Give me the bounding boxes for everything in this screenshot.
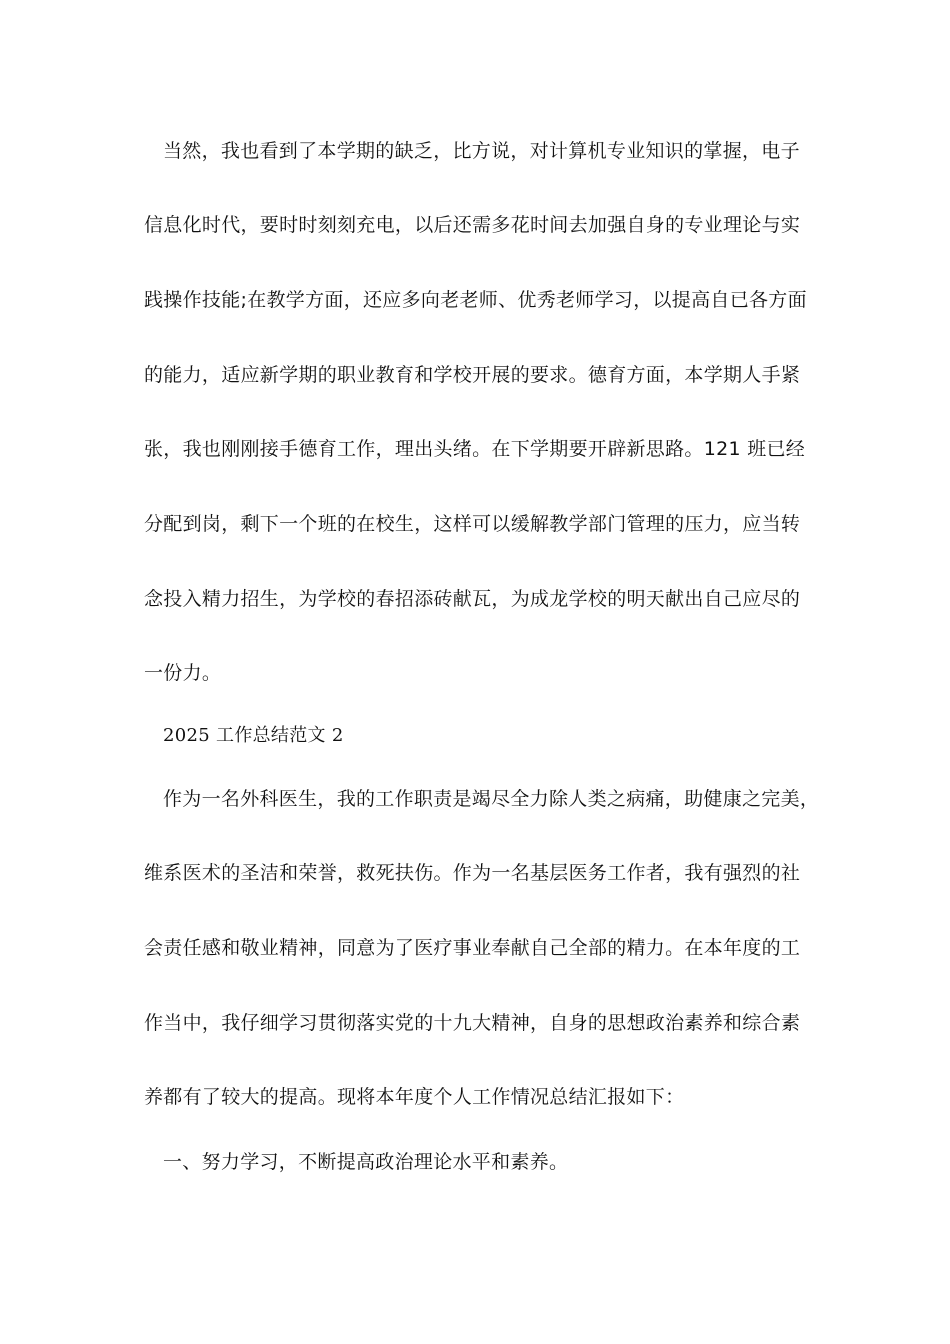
paragraph-1-line-6: 分配到岗，剩下一个班的在校生，这样可以缓解教学部门管理的压力，应当转	[144, 513, 801, 535]
paragraph-1-line-4: 的能力，适应新学期的职业教育和学校开展的要求。德育方面，本学期人手紧	[144, 364, 801, 386]
paragraph-1-line-2: 信息化时代，要时时刻刻充电，以后还需多花时间去加强自身的专业理论与实	[144, 214, 801, 236]
paragraph-2-line-3: 会责任感和敬业精神，同意为了医疗事业奉献自己全部的精力。在本年度的工	[144, 937, 801, 959]
paragraph-1-line-5: 张，我也刚刚接手德育工作，理出头绪。在下学期要开辟新思路。121 班已经	[144, 438, 806, 460]
section-1-title: 一、努力学习，不断提高政治理论水平和素养。	[163, 1151, 569, 1173]
section-heading: 2025 工作总结范文 2	[163, 725, 344, 746]
paragraph-2-line-2: 维系医术的圣洁和荣誉，救死扶伤。作为一名基层医务工作者，我有强烈的社	[144, 862, 801, 884]
paragraph-2-line-1: 作为一名外科医生，我的工作职责是竭尽全力除人类之病痛，助健康之完美，	[163, 788, 820, 810]
paragraph-1-line-7: 念投入精力招生，为学校的春招添砖献瓦，为成龙学校的明天献出自己应尽的	[144, 588, 801, 610]
paragraph-1-line-8: 一份力。	[144, 662, 222, 684]
paragraph-2-line-5: 养都有了较大的提高。现将本年度个人工作情况总结汇报如下：	[144, 1086, 685, 1108]
paragraph-1-line-1: 当然，我也看到了本学期的缺乏，比方说，对计算机专业知识的掌握，电子	[163, 140, 800, 162]
paragraph-2-line-4: 作当中，我仔细学习贯彻落实党的十九大精神，自身的思想政治素养和综合素	[144, 1012, 801, 1034]
paragraph-1-line-3: 践操作技能;在教学方面，还应多向老老师、优秀老师学习，以提高自已各方面	[144, 289, 807, 311]
